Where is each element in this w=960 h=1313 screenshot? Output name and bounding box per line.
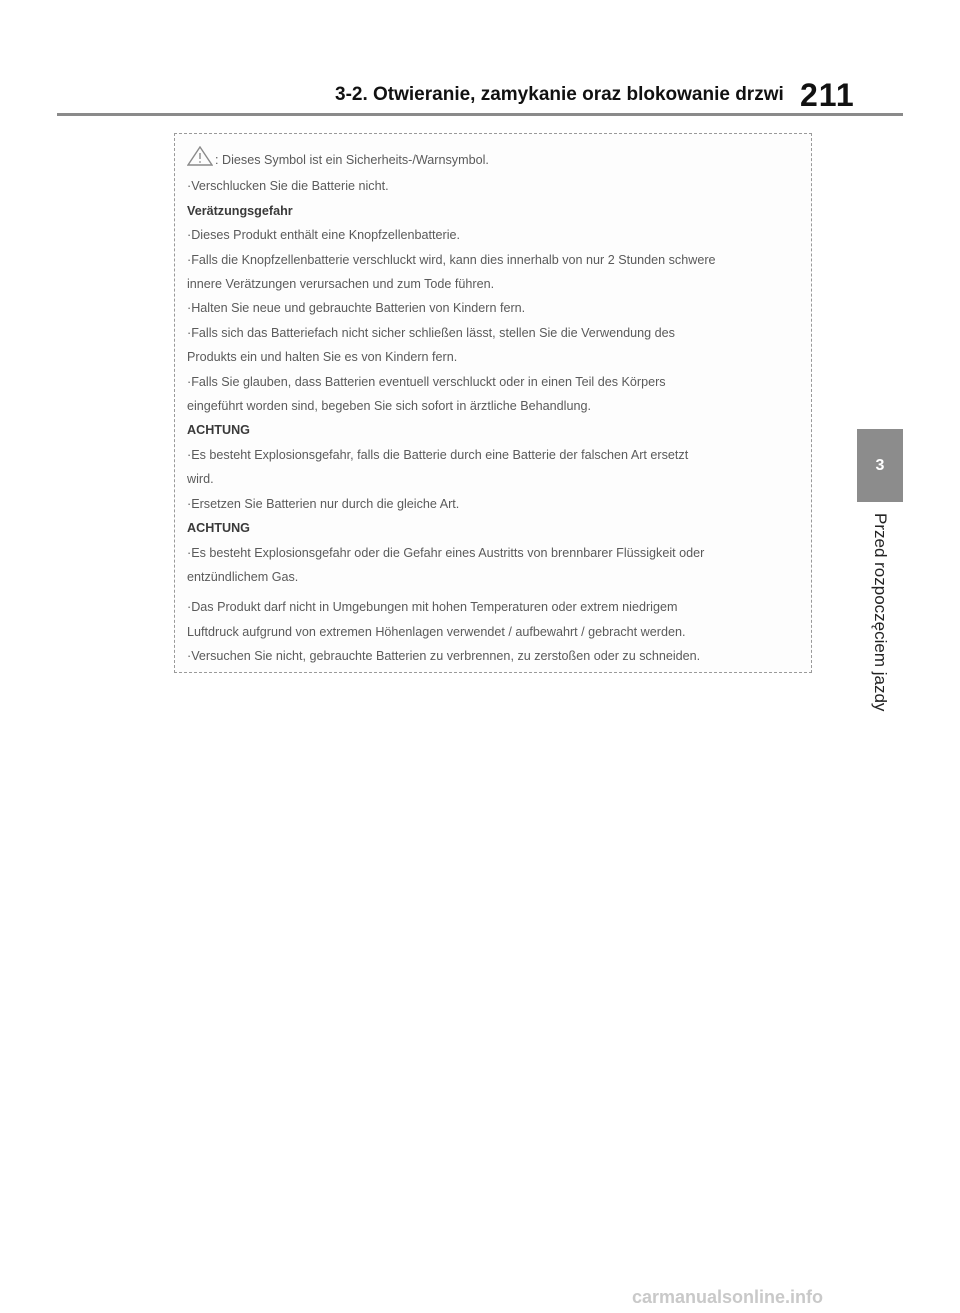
header-divider <box>57 113 903 116</box>
notice-line: ·Das Produkt darf nicht in Umgebungen mit hohen Temperaturen oder extrem niedrigem <box>187 600 678 615</box>
notice-line: ·Es besteht Explosionsgefahr oder die Gefahr eines Austritts von brennbarer Flüssigkeit oder <box>187 545 705 560</box>
chapter-tab <box>857 429 903 502</box>
notice-line: ·Verschlucken Sie die Batterie nicht. <box>187 179 389 194</box>
notice-line: wird. <box>187 472 214 487</box>
notice-line: eingeführt worden sind, begeben Sie sich sofort in ärztliche Behandlung. <box>187 399 591 414</box>
battery-warning-notice <box>174 133 812 673</box>
notice-line: Produkts ein und halten Sie es von Kindern fern. <box>187 350 458 365</box>
notice-line: entzündlichem Gas. <box>187 569 299 584</box>
notice-heading: ACHTUNG <box>187 423 250 438</box>
notice-line: ·Versuchen Sie nicht, gebrauchte Batterien zu verbrennen, zu zerstoßen oder zu schneiden. <box>187 649 701 664</box>
notice-line: ·Dieses Produkt enthält eine Knopfzellenbatterie. <box>187 228 461 243</box>
notice-text <box>187 146 799 669</box>
notice-line: ·Falls sich das Batteriefach nicht sicher schließen lässt, stellen Sie die Verwendung des <box>187 325 675 340</box>
notice-heading: ACHTUNG <box>187 521 250 536</box>
notice-line: : Dieses Symbol ist ein Sicherheits-/Warnsymbol. <box>187 146 799 174</box>
warning-triangle-icon <box>187 146 213 174</box>
chapter-label: Przed rozpoczęciem jazdy <box>871 513 890 712</box>
notice-line: ·Falls die Knopfzellenbatterie verschluckt wird, kann dies innerhalb von nur 2 Stunden schwere <box>187 252 716 267</box>
watermark: carmanualsonline.info <box>632 1287 824 1307</box>
notice-heading: Verätzungsgefahr <box>187 203 293 218</box>
notice-line: ·Ersetzen Sie Batterien nur durch die gleiche Art. <box>187 496 460 511</box>
section-title: 3-2. Otwieranie, zamykanie oraz blokowanie drzwi <box>335 84 784 105</box>
notice-line: ·Es besteht Explosionsgefahr, falls die Batterie durch eine Batterie der falschen Art ersetzt <box>187 447 689 462</box>
page-number: 211 <box>800 77 855 113</box>
notice-line: ·Falls Sie glauben, dass Batterien eventuell verschluckt oder in einen Teil des Körpers <box>187 374 666 389</box>
notice-line: ·Halten Sie neue und gebrauchte Batterien von Kindern fern. <box>187 301 526 316</box>
chapter-number: 3 <box>875 456 885 474</box>
notice-line: innere Verätzungen verursachen und zum Tode führen. <box>187 277 495 292</box>
notice-line: Luftdruck aufgrund von extremen Höhenlagen verwendet / aufbewahrt / gebracht werden. <box>187 624 686 639</box>
